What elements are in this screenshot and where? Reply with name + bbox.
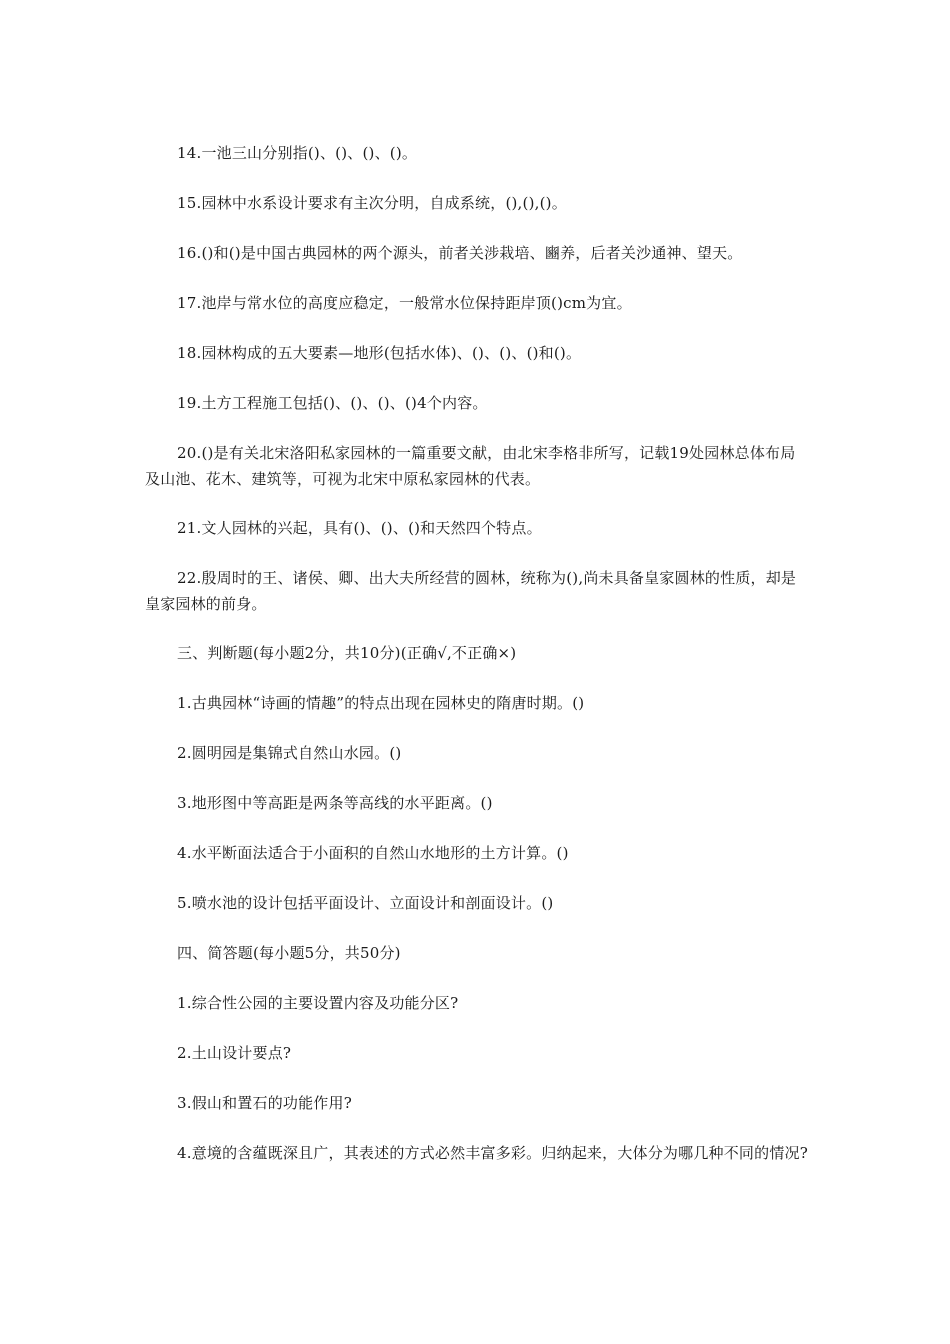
true-false-question-1: 1.古典园林“诗画的情趣”的特点出现在园林史的隋唐时期。() xyxy=(177,694,585,712)
fill-blank-question-17: 17.池岸与常水位的高度应稳定，一般常水位保持距岸顶()cm为宜。 xyxy=(177,294,632,312)
fill-blank-question-16: 16.()和()是中国古典园林的两个源头，前者关涉栽培、豳养，后者关沙通神、望天。 xyxy=(177,244,743,262)
fill-blank-question-20: 20.()是有关北宋洛阳私家园林的一篇重要文献，由北宋李格非所写，记载19处园林总体布局及山池、花木、建筑等，可视为北宋中原私家园林的代表。 xyxy=(145,444,796,488)
fill-blank-question-14: 14.一池三山分别指()、()、()、()。 xyxy=(177,144,418,162)
short-answer-question-1: 1.综合性公园的主要设置内容及功能分区? xyxy=(177,994,459,1012)
section-heading-true-false: 三、判断题(每小题2分，共10分)(正确√,不正确×) xyxy=(177,644,517,662)
true-false-question-3: 3.地形图中等高距是两条等高线的水平距离。() xyxy=(177,794,493,812)
short-answer-question-2: 2.土山设计要点? xyxy=(177,1044,292,1062)
short-answer-question-3: 3.假山和置石的功能作用? xyxy=(177,1094,352,1112)
true-false-question-2: 2.圆明园是集锦式自然山水园。() xyxy=(177,744,402,762)
true-false-question-4: 4.水平断面法适合于小面积的自然山水地形的土方计算。() xyxy=(177,844,569,862)
short-answer-question-4: 4.意境的含蕴既深且广，其表述的方式必然丰富多彩。归纳起来，大体分为哪几种不同的情况? xyxy=(177,1144,808,1162)
section-heading-short-answer: 四、简答题(每小题5分，共50分) xyxy=(177,944,401,962)
true-false-question-5: 5.喷水池的设计包括平面设计、立面设计和剖面设计。() xyxy=(177,894,554,912)
fill-blank-question-22: 22.殷周时的王、诸侯、卿、出大夫所经营的圆林，统称为(),尚未具备皇家圆林的性质，却是皇家园林的前身。 xyxy=(145,569,797,613)
fill-blank-question-21: 21.文人园林的兴起，具有()、()、()和天然四个特点。 xyxy=(177,519,542,537)
fill-blank-question-15: 15.园林中水系设计要求有主次分明，自成系统，(),(),()。 xyxy=(177,194,567,212)
fill-blank-question-18: 18.园林构成的五大要素—地形(包括水体)、()、()、()和()。 xyxy=(177,344,582,362)
fill-blank-question-19: 19.土方工程施工包括()、()、()、()4个内容。 xyxy=(177,394,488,412)
